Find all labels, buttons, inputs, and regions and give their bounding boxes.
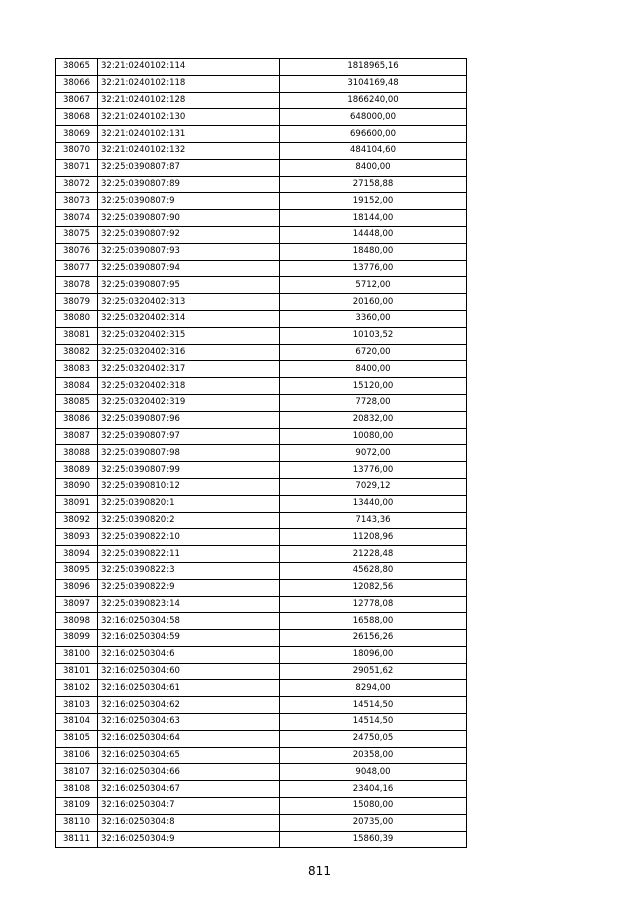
cadastral-value-cell: 16588,00 [280, 613, 467, 630]
row-number-cell: 38097 [56, 596, 98, 613]
cadastral-value-cell: 19152,00 [280, 193, 467, 210]
row-number-cell: 38094 [56, 546, 98, 563]
cadastral-value-cell: 1818965,16 [280, 59, 467, 76]
table-row [56, 378, 467, 395]
table-row [56, 478, 467, 495]
cadastral-number-cell: 32:21:0240102:118 [98, 75, 280, 92]
table-row [56, 529, 467, 546]
table-row [56, 596, 467, 613]
cadastral-value-cell: 8400,00 [280, 361, 467, 378]
cadastral-value-cell: 15860,39 [280, 831, 467, 848]
cadastral-value-cell: 20358,00 [280, 747, 467, 764]
cadastral-number-cell: 32:25:0390807:87 [98, 159, 280, 176]
row-number-cell: 38102 [56, 680, 98, 697]
table-row [56, 630, 467, 647]
row-number-cell: 38079 [56, 294, 98, 311]
cadastral-value-cell: 18144,00 [280, 210, 467, 227]
table-row [56, 159, 467, 176]
row-number-cell: 38111 [56, 831, 98, 848]
table-row [56, 814, 467, 831]
row-number-cell: 38091 [56, 495, 98, 512]
row-number-cell: 38100 [56, 646, 98, 663]
row-number-cell: 38109 [56, 798, 98, 815]
cadastral-number-cell: 32:25:0320402:316 [98, 344, 280, 361]
cadastral-value-cell: 9072,00 [280, 445, 467, 462]
cadastral-number-cell: 32:16:0250304:9 [98, 831, 280, 848]
table-row [56, 462, 467, 479]
table-row [56, 75, 467, 92]
cadastral-value-cell: 7143,36 [280, 512, 467, 529]
cadastral-value-cell: 484104,60 [280, 142, 467, 159]
cadastral-value-cell: 1866240,00 [280, 92, 467, 109]
cadastral-number-cell: 32:16:0250304:58 [98, 613, 280, 630]
table-row [56, 310, 467, 327]
cadastral-number-cell: 32:16:0250304:67 [98, 781, 280, 798]
table-row [56, 59, 467, 76]
cadastral-number-cell: 32:25:0390823:14 [98, 596, 280, 613]
row-number-cell: 38072 [56, 176, 98, 193]
row-number-cell: 38089 [56, 462, 98, 479]
cadastral-number-cell: 32:21:0240102:128 [98, 92, 280, 109]
cadastral-number-cell: 32:25:0390810:12 [98, 478, 280, 495]
table-row [56, 176, 467, 193]
row-number-cell: 38065 [56, 59, 98, 76]
table-row [56, 697, 467, 714]
cadastral-value-cell: 20832,00 [280, 411, 467, 428]
cadastral-number-cell: 32:25:0390820:1 [98, 495, 280, 512]
row-number-cell: 38099 [56, 630, 98, 647]
cadastral-value-cell: 15080,00 [280, 798, 467, 815]
cadastral-value-cell: 12778,08 [280, 596, 467, 613]
row-number-cell: 38088 [56, 445, 98, 462]
cadastral-value-table [55, 58, 467, 848]
cadastral-number-cell: 32:25:0390807:98 [98, 445, 280, 462]
cadastral-value-cell: 7728,00 [280, 394, 467, 411]
table-row [56, 277, 467, 294]
cadastral-value-cell: 29051,62 [280, 663, 467, 680]
table-row [56, 92, 467, 109]
cadastral-number-cell: 32:16:0250304:8 [98, 814, 280, 831]
cadastral-number-cell: 32:16:0250304:62 [98, 697, 280, 714]
row-number-cell: 38085 [56, 394, 98, 411]
cadastral-number-cell: 32:21:0240102:130 [98, 109, 280, 126]
cadastral-number-cell: 32:25:0390822:3 [98, 562, 280, 579]
row-number-cell: 38078 [56, 277, 98, 294]
cadastral-value-cell: 3360,00 [280, 310, 467, 327]
cadastral-value-cell: 13440,00 [280, 495, 467, 512]
cadastral-value-cell: 8294,00 [280, 680, 467, 697]
cadastral-number-cell: 32:21:0240102:114 [98, 59, 280, 76]
row-number-cell: 38093 [56, 529, 98, 546]
table-row [56, 243, 467, 260]
cadastral-number-cell: 32:16:0250304:61 [98, 680, 280, 697]
cadastral-value-cell: 13776,00 [280, 462, 467, 479]
table-row [56, 798, 467, 815]
cadastral-value-cell: 6720,00 [280, 344, 467, 361]
table-row [56, 781, 467, 798]
cadastral-value-cell: 45628,80 [280, 562, 467, 579]
table-row [56, 226, 467, 243]
cadastral-number-cell: 32:25:0390807:95 [98, 277, 280, 294]
cadastral-number-cell: 32:25:0390807:90 [98, 210, 280, 227]
row-number-cell: 38083 [56, 361, 98, 378]
cadastral-value-cell: 23404,16 [280, 781, 467, 798]
cadastral-value-cell: 27158,88 [280, 176, 467, 193]
cadastral-number-cell: 32:25:0320402:313 [98, 294, 280, 311]
table-row [56, 428, 467, 445]
row-number-cell: 38095 [56, 562, 98, 579]
cadastral-number-cell: 32:25:0390807:99 [98, 462, 280, 479]
table-row [56, 663, 467, 680]
cadastral-number-cell: 32:25:0390807:93 [98, 243, 280, 260]
table-row [56, 831, 467, 848]
table-body [56, 59, 467, 848]
cadastral-value-cell: 12082,56 [280, 579, 467, 596]
table-row [56, 344, 467, 361]
cadastral-number-cell: 32:25:0390807:92 [98, 226, 280, 243]
row-number-cell: 38105 [56, 730, 98, 747]
cadastral-number-cell: 32:21:0240102:132 [98, 142, 280, 159]
cadastral-number-cell: 32:25:0320402:318 [98, 378, 280, 395]
row-number-cell: 38074 [56, 210, 98, 227]
cadastral-value-cell: 15120,00 [280, 378, 467, 395]
cadastral-value-cell: 20735,00 [280, 814, 467, 831]
table-row [56, 730, 467, 747]
cadastral-value-cell: 5712,00 [280, 277, 467, 294]
cadastral-value-cell: 7029,12 [280, 478, 467, 495]
cadastral-value-cell: 9048,00 [280, 764, 467, 781]
table-row [56, 109, 467, 126]
cadastral-number-cell: 32:25:0320402:319 [98, 394, 280, 411]
page-number: 811 [308, 864, 331, 878]
cadastral-number-cell: 32:16:0250304:65 [98, 747, 280, 764]
table-row [56, 361, 467, 378]
row-number-cell: 38108 [56, 781, 98, 798]
cadastral-number-cell: 32:25:0390807:97 [98, 428, 280, 445]
cadastral-value-cell: 24750,05 [280, 730, 467, 747]
cadastral-number-cell: 32:25:0390820:2 [98, 512, 280, 529]
cadastral-number-cell: 32:25:0320402:317 [98, 361, 280, 378]
cadastral-number-cell: 32:25:0390807:89 [98, 176, 280, 193]
cadastral-number-cell: 32:16:0250304:60 [98, 663, 280, 680]
row-number-cell: 38076 [56, 243, 98, 260]
table-row [56, 126, 467, 143]
table-row [56, 512, 467, 529]
row-number-cell: 38101 [56, 663, 98, 680]
cadastral-number-cell: 32:16:0250304:59 [98, 630, 280, 647]
cadastral-value-cell: 14514,50 [280, 697, 467, 714]
row-number-cell: 38086 [56, 411, 98, 428]
row-number-cell: 38098 [56, 613, 98, 630]
cadastral-value-cell: 14448,00 [280, 226, 467, 243]
cadastral-value-cell: 648000,00 [280, 109, 467, 126]
cadastral-value-cell: 3104169,48 [280, 75, 467, 92]
cadastral-number-cell: 32:25:0390822:10 [98, 529, 280, 546]
cadastral-value-cell: 10080,00 [280, 428, 467, 445]
cadastral-value-cell: 10103,52 [280, 327, 467, 344]
cadastral-value-cell: 18096,00 [280, 646, 467, 663]
row-number-cell: 38106 [56, 747, 98, 764]
cadastral-number-cell: 32:25:0390822:9 [98, 579, 280, 596]
table-row [56, 495, 467, 512]
table-row [56, 294, 467, 311]
cadastral-value-cell: 20160,00 [280, 294, 467, 311]
row-number-cell: 38087 [56, 428, 98, 445]
table-row [56, 327, 467, 344]
cadastral-value-cell: 21228,48 [280, 546, 467, 563]
table-row [56, 260, 467, 277]
row-number-cell: 38104 [56, 714, 98, 731]
table-row [56, 394, 467, 411]
row-number-cell: 38082 [56, 344, 98, 361]
table-row [56, 646, 467, 663]
cadastral-value-cell: 14514,50 [280, 714, 467, 731]
row-number-cell: 38067 [56, 92, 98, 109]
cadastral-number-cell: 32:21:0240102:131 [98, 126, 280, 143]
table-row [56, 142, 467, 159]
cadastral-value-cell: 696600,00 [280, 126, 467, 143]
row-number-cell: 38069 [56, 126, 98, 143]
row-number-cell: 38090 [56, 478, 98, 495]
table-row [56, 747, 467, 764]
row-number-cell: 38110 [56, 814, 98, 831]
row-number-cell: 38081 [56, 327, 98, 344]
table-row [56, 445, 467, 462]
cadastral-number-cell: 32:16:0250304:66 [98, 764, 280, 781]
table-row [56, 579, 467, 596]
cadastral-value-cell: 8400,00 [280, 159, 467, 176]
cadastral-value-cell: 26156,26 [280, 630, 467, 647]
row-number-cell: 38070 [56, 142, 98, 159]
row-number-cell: 38066 [56, 75, 98, 92]
cadastral-number-cell: 32:25:0320402:314 [98, 310, 280, 327]
table-row [56, 680, 467, 697]
cadastral-number-cell: 32:25:0390807:94 [98, 260, 280, 277]
cadastral-number-cell: 32:25:0390822:11 [98, 546, 280, 563]
table-row [56, 764, 467, 781]
row-number-cell: 38075 [56, 226, 98, 243]
table-row [56, 210, 467, 227]
cadastral-value-cell: 13776,00 [280, 260, 467, 277]
row-number-cell: 38071 [56, 159, 98, 176]
table-row [56, 546, 467, 563]
row-number-cell: 38107 [56, 764, 98, 781]
table-row [56, 562, 467, 579]
row-number-cell: 38080 [56, 310, 98, 327]
row-number-cell: 38103 [56, 697, 98, 714]
row-number-cell: 38092 [56, 512, 98, 529]
table-row [56, 613, 467, 630]
row-number-cell: 38084 [56, 378, 98, 395]
table-row [56, 411, 467, 428]
table-row [56, 714, 467, 731]
cadastral-number-cell: 32:25:0390807:96 [98, 411, 280, 428]
cadastral-value-cell: 18480,00 [280, 243, 467, 260]
row-number-cell: 38077 [56, 260, 98, 277]
row-number-cell: 38073 [56, 193, 98, 210]
cadastral-number-cell: 32:16:0250304:6 [98, 646, 280, 663]
table-row [56, 193, 467, 210]
row-number-cell: 38068 [56, 109, 98, 126]
cadastral-value-cell: 11208,96 [280, 529, 467, 546]
cadastral-number-cell: 32:25:0320402:315 [98, 327, 280, 344]
cadastral-number-cell: 32:16:0250304:7 [98, 798, 280, 815]
row-number-cell: 38096 [56, 579, 98, 596]
cadastral-number-cell: 32:16:0250304:64 [98, 730, 280, 747]
cadastral-number-cell: 32:25:0390807:9 [98, 193, 280, 210]
cadastral-number-cell: 32:16:0250304:63 [98, 714, 280, 731]
